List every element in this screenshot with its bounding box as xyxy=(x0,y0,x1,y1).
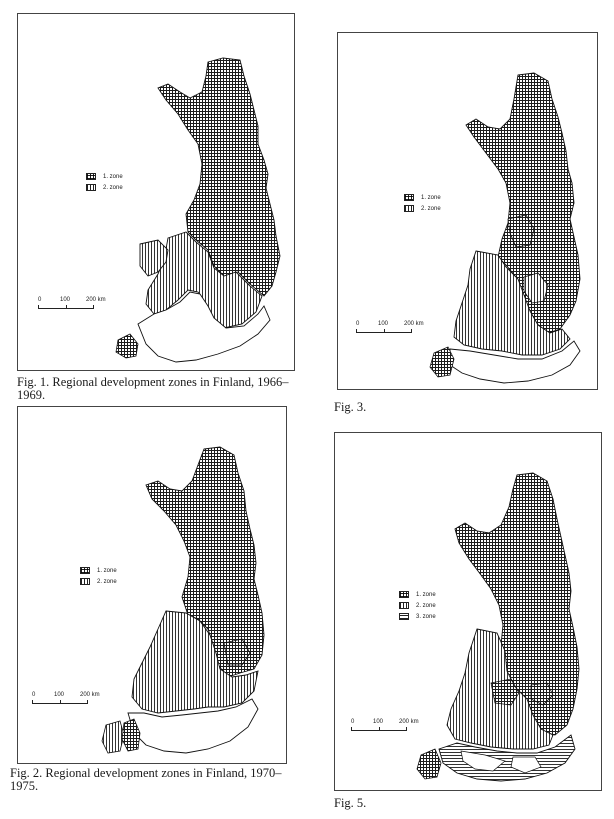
zone2-swatch-icon xyxy=(80,578,90,585)
legend-label: 3. zone xyxy=(416,613,436,620)
zone2-swatch-icon xyxy=(399,602,409,609)
legend-label: 1. zone xyxy=(97,567,117,574)
scale-label: 200 km xyxy=(404,321,424,327)
zone3-swatch-icon xyxy=(399,613,409,620)
map-legend-fig5 xyxy=(399,589,436,622)
scale-line xyxy=(32,700,88,704)
figure-caption-fig1: Fig. 1. Regional development zones in Finland, 1966–1969. xyxy=(17,375,289,402)
scale-label: 100 xyxy=(378,321,389,327)
legend-label: 2. zone xyxy=(103,184,123,191)
legend-label: 2. zone xyxy=(97,578,117,585)
legend-item xyxy=(399,611,436,622)
scale-label: 0 xyxy=(32,692,36,698)
legend-item xyxy=(399,600,436,611)
zone1-southwest xyxy=(430,347,454,377)
zone1-southwest xyxy=(417,749,441,779)
zone1-swatch-icon xyxy=(404,194,414,201)
map-panel-fig2 xyxy=(17,406,287,764)
scale-line xyxy=(356,329,412,333)
map-legend-fig2 xyxy=(80,565,117,587)
legend-label: 2. zone xyxy=(421,205,441,212)
scale-label: 200 km xyxy=(399,719,419,725)
map-legend-fig1 xyxy=(86,171,123,193)
zone1-swatch-icon xyxy=(86,173,96,180)
zone1-southwest xyxy=(116,334,138,358)
finland-map-fig2 xyxy=(18,407,286,763)
scale-bar-fig3 xyxy=(356,321,424,333)
zone2-southwest xyxy=(102,721,124,753)
legend-item xyxy=(404,192,441,203)
scale-label: 0 xyxy=(38,297,42,303)
legend-item xyxy=(399,589,436,600)
scale-bar-fig5 xyxy=(351,719,419,731)
legend-item xyxy=(80,576,117,587)
zone1-swatch-icon xyxy=(399,591,409,598)
scale-label: 100 xyxy=(373,719,384,725)
scale-line xyxy=(38,305,94,309)
scale-bar-fig1 xyxy=(38,297,106,309)
scale-bar-fig2 xyxy=(32,692,100,704)
finland-map-fig5 xyxy=(335,433,601,790)
legend-label: 1. zone xyxy=(421,194,441,201)
map-panel-fig1 xyxy=(17,13,295,371)
map-legend-fig3 xyxy=(404,192,441,214)
zone2-swatch-icon xyxy=(404,205,414,212)
scale-label: 200 km xyxy=(80,692,100,698)
scale-label: 0 xyxy=(351,719,355,725)
scale-label: 200 km xyxy=(86,297,106,303)
legend-item xyxy=(80,565,117,576)
figure-caption-fig3: Fig. 3. xyxy=(334,400,367,414)
zone1-swatch-icon xyxy=(80,567,90,574)
finland-map-fig3 xyxy=(338,33,597,389)
legend-item xyxy=(86,171,123,182)
scale-label: 100 xyxy=(54,692,65,698)
legend-item xyxy=(86,182,123,193)
legend-item xyxy=(404,203,441,214)
legend-label: 2. zone xyxy=(416,602,436,609)
map-panel-fig3 xyxy=(337,32,598,390)
scale-label: 100 xyxy=(60,297,71,303)
figure-caption-fig5: Fig. 5. xyxy=(334,796,367,810)
map-panel-fig5 xyxy=(334,432,602,791)
scale-label: 0 xyxy=(356,321,360,327)
figure-caption-fig2: Fig. 2. Regional development zones in Finland, 1970–1975. xyxy=(10,766,282,793)
zone2-swatch-icon xyxy=(86,184,96,191)
scale-line xyxy=(351,727,407,731)
legend-label: 1. zone xyxy=(416,591,436,598)
finland-map-fig1 xyxy=(18,14,294,370)
legend-label: 1. zone xyxy=(103,173,123,180)
